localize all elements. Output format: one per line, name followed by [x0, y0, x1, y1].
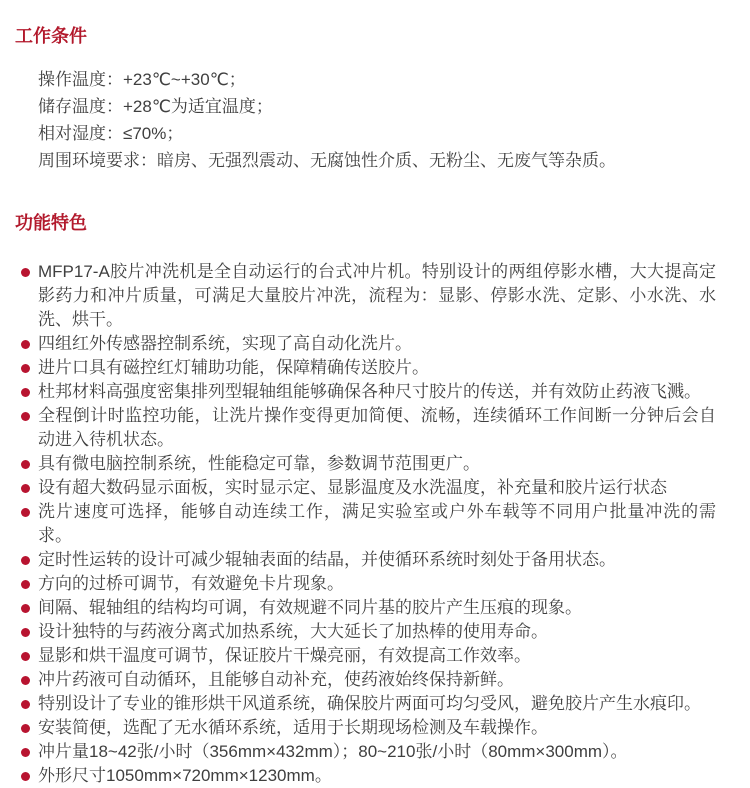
feature-list-item	[38, 596, 716, 620]
feature-list-item	[38, 332, 716, 356]
feature-list-item	[38, 260, 716, 332]
feature-text: 冲片药液可自动循环，且能够自动补充，使药液始终保持新鲜。	[38, 670, 514, 689]
feature-text: 间隔、辊轴组的结构均可调，有效规避不同片基的胶片产生压痕的现象。	[38, 598, 582, 617]
feature-text: 外形尺寸1050mm×720mm×1230mm。	[38, 766, 332, 785]
feature-list-item	[38, 716, 716, 740]
bullet-icon	[21, 412, 30, 421]
feature-text: 冲片量18~42张/小时（356mm×432mm）；80~210张/小时（80mm×300mm）。	[38, 742, 628, 761]
condition-operating-temperature: 操作温度：+23℃~+30℃；	[38, 70, 246, 89]
section-title-work-conditions: 工作条件	[15, 26, 87, 46]
feature-text: 设有超大数码显示面板，实时显示定、显影温度及水洗温度，补充量和胶片运行状态	[38, 478, 667, 497]
work-conditions-block	[0, 66, 750, 174]
bullet-icon	[21, 556, 30, 565]
feature-text: 杜邦材料高强度密集排列型辊轴组能够确保各种尺寸胶片的传送，并有效防止药液飞溅。	[38, 382, 701, 401]
bullet-icon	[21, 772, 30, 781]
bullet-icon	[21, 676, 30, 685]
bullet-icon	[21, 724, 30, 733]
bullet-icon	[21, 268, 30, 277]
feature-text: MFP17-A胶片冲洗机是全自动运行的台式冲片机。特别设计的两组停影水槽，大大提高定影药力和冲片质量，可满足大量胶片冲洗，流程为：显影、停影水洗、定影、小水洗、水洗、烘干。	[38, 262, 716, 329]
feature-list-item	[38, 476, 716, 500]
feature-list-item	[38, 500, 716, 548]
feature-text: 四组红外传感器控制系统，实现了高自动化洗片。	[38, 334, 412, 353]
feature-list-item	[38, 548, 716, 572]
bullet-icon	[21, 580, 30, 589]
condition-storage-temperature: 储存温度：+28℃为适宜温度；	[38, 97, 273, 116]
feature-text: 安装简便，选配了无水循环系统，适用于长期现场检测及车载操作。	[38, 718, 548, 737]
feature-list-item	[38, 644, 716, 668]
feature-text: 进片口具有磁控红灯辅助功能，保障精确传送胶片。	[38, 358, 429, 377]
bullet-icon	[21, 364, 30, 373]
feature-text: 特别设计了专业的锥形烘干风道系统，确保胶片两面可均匀受风，避免胶片产生水痕印。	[38, 694, 701, 713]
feature-list-item	[38, 692, 716, 716]
feature-list-item	[38, 620, 716, 644]
section-title-features: 功能特色	[15, 213, 87, 233]
bullet-icon	[21, 700, 30, 709]
bullet-icon	[21, 388, 30, 397]
feature-text: 方向的过桥可调节，有效避免卡片现象。	[38, 574, 344, 593]
feature-list-item	[38, 740, 716, 764]
feature-list-item	[38, 572, 716, 596]
condition-relative-humidity: 相对湿度：≤70%；	[38, 124, 184, 143]
feature-text: 设计独特的与药液分离式加热系统，大大延长了加热棒的使用寿命。	[38, 622, 548, 641]
feature-list-item	[38, 404, 716, 452]
bullet-icon	[21, 748, 30, 757]
feature-text: 显影和烘干温度可调节，保证胶片干燥亮丽，有效提高工作效率。	[38, 646, 531, 665]
features-list	[0, 260, 750, 788]
feature-list-item	[38, 764, 716, 788]
bullet-icon	[21, 460, 30, 469]
feature-text: 定时性运转的设计可减少辊轴表面的结晶，并使循环系统时刻处于备用状态。	[38, 550, 616, 569]
feature-list-item	[38, 356, 716, 380]
bullet-icon	[21, 604, 30, 613]
feature-list-item	[38, 668, 716, 692]
bullet-icon	[21, 484, 30, 493]
feature-text: 全程倒计时监控功能，让洗片操作变得更加简便、流畅，连续循环工作间断一分钟后会自动进入待机状态。	[38, 406, 716, 449]
feature-text: 洗片速度可选择，能够自动连续工作，满足实验室或户外车载等不同用户批量冲洗的需求。	[38, 502, 716, 545]
feature-text: 具有微电脑控制系统，性能稳定可靠，参数调节范围更广。	[38, 454, 480, 473]
bullet-icon	[21, 628, 30, 637]
bullet-icon	[21, 652, 30, 661]
feature-list-item	[38, 452, 716, 476]
condition-environment-requirements: 周围环境要求：暗房、无强烈震动、无腐蚀性介质、无粉尘、无废气等杂质。	[38, 151, 616, 170]
bullet-icon	[21, 508, 30, 517]
bullet-icon	[21, 340, 30, 349]
feature-list-item	[38, 380, 716, 404]
